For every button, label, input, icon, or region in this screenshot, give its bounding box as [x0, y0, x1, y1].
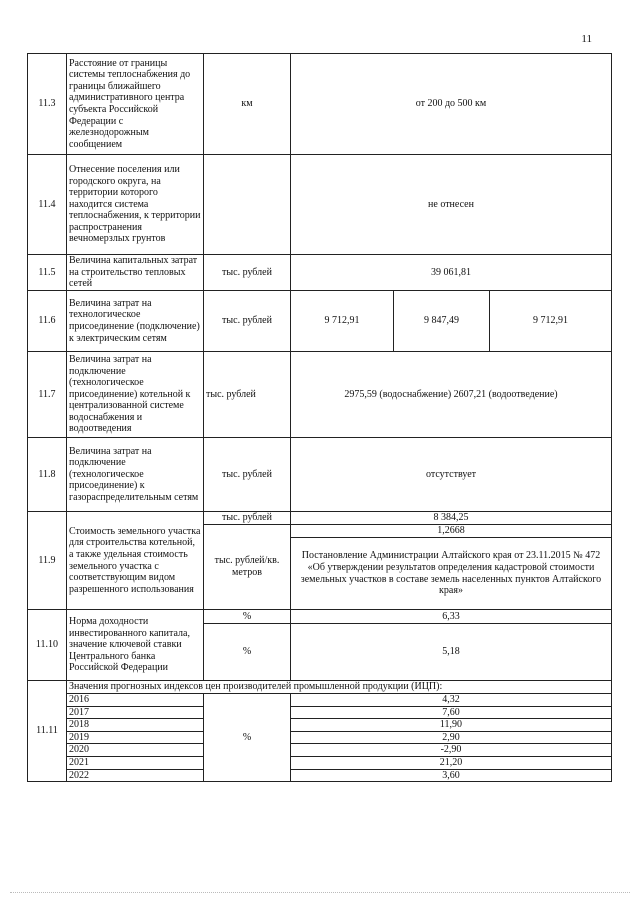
parameters-table	[27, 53, 612, 782]
row-number: 11.6	[28, 291, 67, 352]
unit: тыс. рублей	[204, 291, 291, 352]
table-row-11-6	[28, 291, 612, 352]
table-row	[28, 744, 612, 757]
year: 2019	[67, 731, 204, 744]
row-number: 11.3	[28, 54, 67, 155]
table-row-11-3	[28, 54, 612, 155]
row-number: 11.11	[28, 681, 67, 782]
parameter-name: Величина капитальных затрат на строительство тепловых сетей	[67, 255, 204, 291]
value: 8 384,25	[291, 512, 612, 525]
parameter-name: Величина затрат на подключение (технологическое присоединение) к газораспределительным сетям	[67, 438, 204, 512]
value: 2,90	[291, 731, 612, 744]
value: 11,90	[291, 719, 612, 732]
unit	[204, 155, 291, 255]
value: 4,32	[291, 694, 612, 707]
table-row	[28, 706, 612, 719]
unit: тыс. рублей	[204, 438, 291, 512]
value-1: 9 712,91	[291, 291, 394, 352]
row-number: 11.9	[28, 512, 67, 610]
page-number: 11	[581, 33, 592, 45]
row-number: 11.5	[28, 255, 67, 291]
year: 2022	[67, 769, 204, 782]
value: от 200 до 500 км	[291, 54, 612, 155]
year: 2017	[67, 706, 204, 719]
value: -2,90	[291, 744, 612, 757]
unit: тыс. рублей	[204, 255, 291, 291]
value: 39 061,81	[291, 255, 612, 291]
value: 3,60	[291, 769, 612, 782]
table-row	[28, 719, 612, 732]
unit: км	[204, 54, 291, 155]
parameter-name: Величина затрат на технологическое присоединение (подключение) к электрическим сетям	[67, 291, 204, 352]
table-row-11-7	[28, 352, 612, 438]
value: отсутствует	[291, 438, 612, 512]
value: не отнесен	[291, 155, 612, 255]
table-row-11-4	[28, 155, 612, 255]
table-row-11-5	[28, 255, 612, 291]
value: Постановление Администрации Алтайского края от 23.11.2015 № 472 «Об утверждении результатов определения кадастровой стоимости земельных участков в составе земель населенных пунктов Алтайского края»	[291, 538, 612, 610]
unit: тыс. рублей	[204, 512, 291, 525]
table-row	[28, 694, 612, 707]
parameter-name: Норма доходности инвестированного капитала, значение ключевой ставки Центрального банка Российской Федерации	[67, 610, 204, 681]
row-number: 11.7	[28, 352, 67, 438]
table-row	[28, 756, 612, 769]
year: 2021	[67, 756, 204, 769]
table-row-11-10	[28, 610, 612, 624]
unit: %	[204, 610, 291, 624]
scan-edge-divider	[10, 892, 630, 893]
year: 2020	[67, 744, 204, 757]
row-number: 11.10	[28, 610, 67, 681]
value: 5,18	[291, 624, 612, 681]
row-number: 11.8	[28, 438, 67, 512]
table-row	[28, 769, 612, 782]
parameter-name: Стоимость земельного участка для строительства котельной, а также удельная стоимость земельного участка с соответствующим видом разрешенного использования	[67, 512, 204, 610]
value: 21,20	[291, 756, 612, 769]
section-header: Значения прогнозных индексов цен производителей промышленной продукции (ИЦП):	[67, 681, 612, 694]
year: 2018	[67, 719, 204, 732]
table-row-11-11	[28, 681, 612, 694]
table-row-11-8	[28, 438, 612, 512]
table-row-11-9	[28, 512, 612, 525]
value: 1,2668	[291, 525, 612, 538]
parameter-name: Отнесение поселения или городского округа, на территории которого находится система теплоснабжения, к территории распространения вечномерзлых грунтов	[67, 155, 204, 255]
unit: %	[204, 624, 291, 681]
value-3: 9 712,91	[490, 291, 612, 352]
table-row	[28, 731, 612, 744]
value: 2975,59 (водоснабжение) 2607,21 (водоотведение)	[291, 352, 612, 438]
year: 2016	[67, 694, 204, 707]
value: 6,33	[291, 610, 612, 624]
parameter-name: Расстояние от границы системы теплоснабжения до границы ближайшего административного центра субъекта Российской Федерации с железнодорожным сообщением	[67, 54, 204, 155]
row-number: 11.4	[28, 155, 67, 255]
parameter-name: Величина затрат на подключение (технологическое присоединение) котельной к централизованной системе водоснабжения и водоотведения	[67, 352, 204, 438]
unit: %	[204, 694, 291, 782]
value-2: 9 847,49	[394, 291, 490, 352]
unit: тыс. рублей	[204, 352, 291, 438]
value: 7,60	[291, 706, 612, 719]
unit: тыс. рублей/кв. метров	[204, 525, 291, 610]
